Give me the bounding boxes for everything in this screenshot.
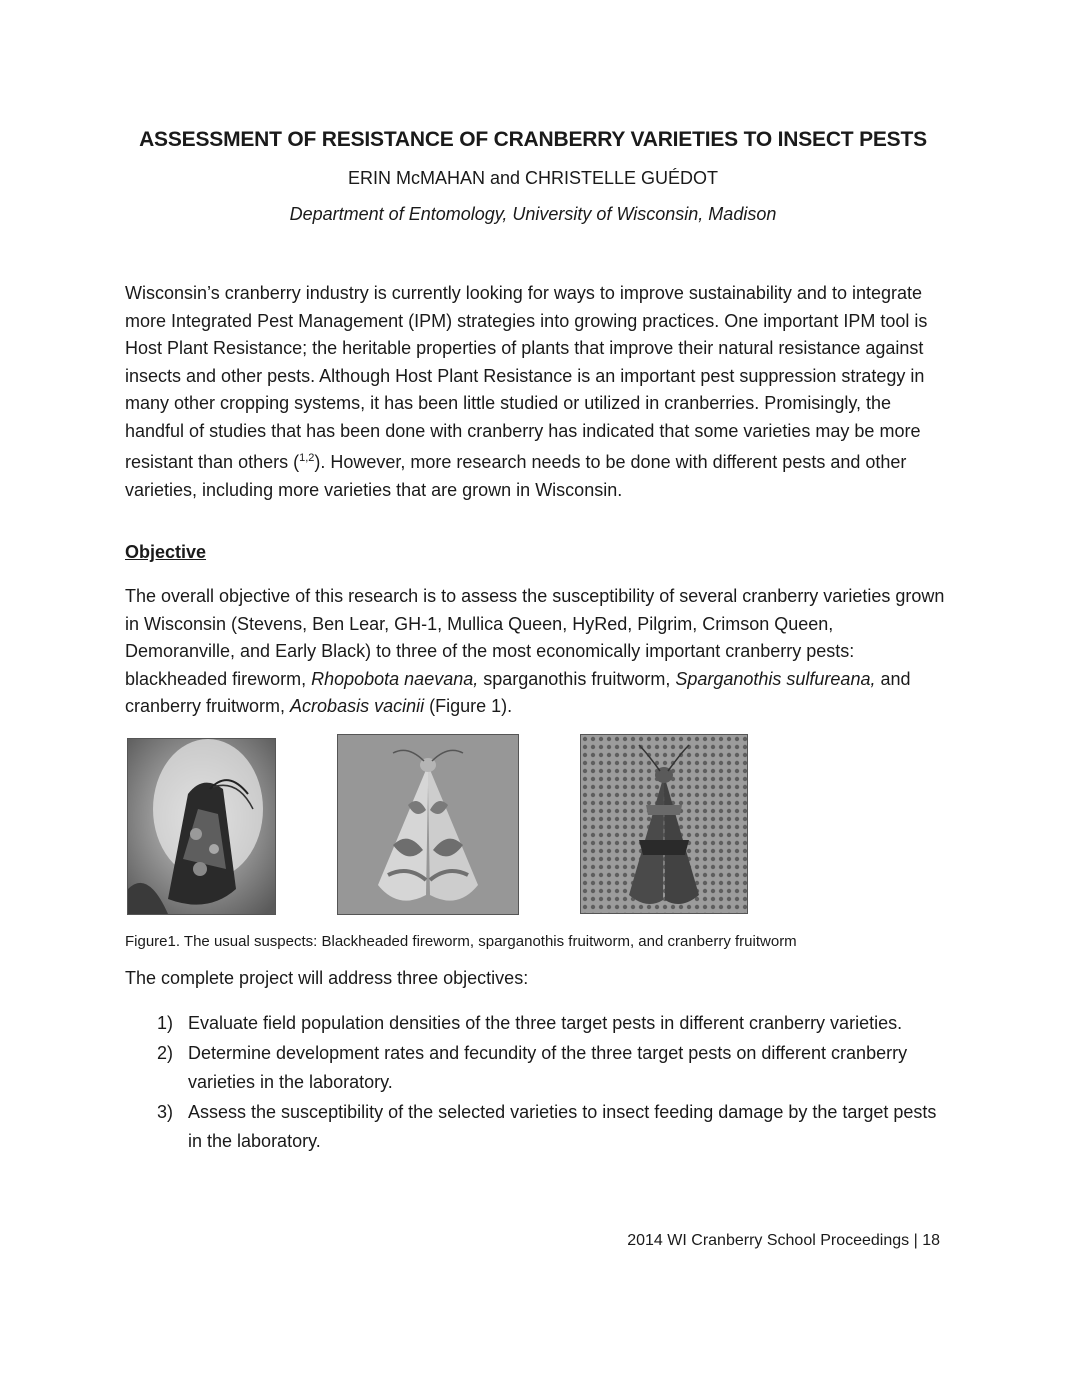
list-number: 3) (157, 1102, 174, 1122)
species-name: Rhopobota naevana, (311, 668, 479, 689)
list-item-text: Determine development rates and fecundity of the three target pests on different cranberry varieties in the laboratory. (188, 1043, 908, 1092)
intro-paragraph: Wisconsin’s cranberry industry is currently looking for ways to improve sustainability and to integrate more Integrated Pest Management (IPM) strategies into growing practices. One important IPM tool is Host Plant Resistance; the heritable properties of plants that improve their natural resistance against insects and other pests. Although Host Plant Resistance is an important pest suppression strategy in many other cropping systems, it has been little studied or utilized in cranberries. Promisingly, the handful of studies that has been done with cranberry has indicated that some varieties may be more resistant than others ($^{1,2}$). However, more research needs to be done with different pests and other varieties, including more varieties that are grown in Wisconsin. (125, 283, 928, 500)
list-item (125, 1039, 955, 1097)
page-footer: 2014 WI Cranberry School Proceedings | 18 (627, 1232, 940, 1249)
cranberry-fruitworm-photo (580, 734, 748, 914)
species-name: Acrobasis vacinii (290, 696, 425, 716)
list-item (125, 1009, 955, 1038)
species-name: Sparganothis sulfureana, (675, 668, 876, 689)
list-number: 1) (157, 1013, 174, 1033)
objective-paragraph: The overall objective of this research is to assess the susceptibility of several cranberry varieties grown in Wisconsin (Stevens, Ben Lear, GH-1, Mullica Queen, HyRed, Pilgrim, Crimson Queen, Demoranville, and Early Black) to three of the most economically important cranberry pests: blackheaded fireworm, Rhopobota naevana, sparganothis fruitworm, Sparganothis sulfureana, and cranberry fruitworm, Acrobasis vacinii (Figure 1). (125, 586, 945, 716)
list-number: 2) (157, 1043, 174, 1063)
sparganothis-fruitworm-photo (337, 734, 519, 915)
affiliation: Department of Entomology, University of Wisconsin, Madison (289, 204, 777, 224)
author-line: ERIN McMAHAN and CHRISTELLE GUÉDOT (347, 168, 719, 188)
citation-superscript: 1,2 (299, 452, 315, 464)
list-item-text: Assess the susceptibility of the selected varieties to insect feeding damage by the target pests in the laboratory. (188, 1102, 937, 1151)
objectives-lead: The complete project will address three objectives: (125, 968, 529, 988)
list-item-text: Evaluate field population densities of the three target pests in different cranberry varieties. (188, 1013, 903, 1033)
blackheaded-fireworm-photo (127, 738, 276, 915)
figure-caption: Figure1. The usual suspects: Blackheaded fireworm, sparganothis fruitworm, and cranberry fruitworm (125, 933, 797, 950)
objective-heading: Objective (125, 542, 207, 562)
list-item (125, 1098, 955, 1156)
paper-title: ASSESSMENT OF RESISTANCE OF CRANBERRY VARIETIES TO INSECT PESTS (139, 128, 927, 151)
objectives-list (125, 1009, 955, 1157)
